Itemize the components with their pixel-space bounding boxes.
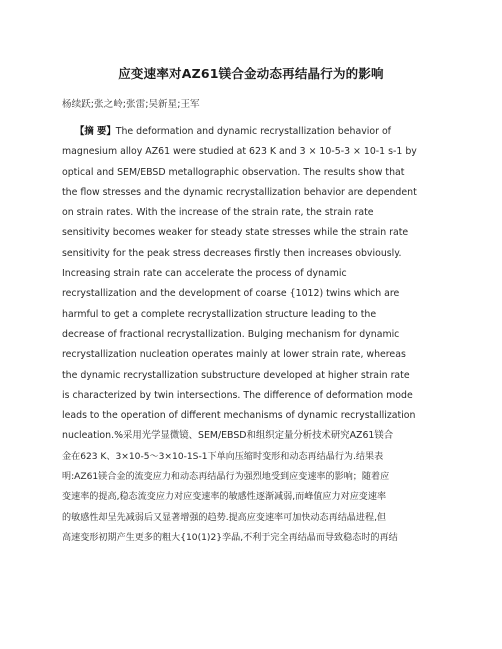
abstract-line — [62, 122, 447, 142]
abstract-line: sensitivity becomes weaker for steady state stresses while the strain rate — [62, 227, 409, 239]
abstract-line: recrystallization and the development of coarse {1012) twins which are — [62, 288, 400, 300]
abstract-line: Increasing strain rate can accelerate the process of dynamic — [62, 268, 347, 280]
author-list: 杨续跃;张之岭;张雷;吴新星;王军 — [62, 99, 200, 110]
abstract-line: 的敏感性却呈先减弱后又显著增强的趋势.提高应变速率可加快动态再结晶进程,但 — [62, 512, 387, 523]
abstract-line: 变速率的提高,稳态流变应力对应变速率的敏感性逐渐减弱,而峰值应力对应变速率 — [62, 492, 387, 503]
abstract-line-text: The deformation and dynamic recrystallization behavior of — [115, 126, 391, 137]
abstract-line: leads to the operation of different mechanisms of dynamic recrystallization — [62, 410, 416, 422]
abstract-line: 金在623 K、3×10-5～3×10-1S-1下单向压缩时变形和动态再结晶行为.结果表 — [62, 451, 384, 462]
paper-title: 应变速率对AZ61镁合金动态再结晶行为的影响 — [118, 66, 384, 81]
abstract — [62, 122, 447, 548]
abstract-line: nucleation.%采用光学显微镜、SEM/EBSD和组织定量分析技术研究AZ61镁合 — [62, 430, 394, 442]
abstract-line: optical and SEM/EBSD metallographic observation. The results show that — [62, 166, 405, 178]
abstract-line: recrystallization nucleation operates mainly at lower strain rate, whereas — [62, 349, 406, 361]
abstract-line: decrease of fractional recrystallization. Bulging mechanism for dynamic — [62, 328, 400, 340]
abstract-line: is characterized by twin intersections. The difference of deformation mode — [62, 389, 413, 401]
abstract-line: 高速变形初期产生更多的粗大{10(1)2}孪晶,不利于完全再结晶而导致稳态时的再结 — [62, 532, 398, 543]
abstract-line: harmful to get a complete recrystallization structure leading to the — [62, 308, 377, 320]
abstract-tag: 【摘 要】 — [75, 126, 116, 137]
abstract-line: the flow stresses and the dynamic recrystallization behavior are dependent — [62, 186, 417, 198]
abstract-line: sensitivity for the peak stress decreases firstly then increases obviously. — [62, 247, 402, 259]
abstract-line: on strain rates. With the increase of the strain rate, the strain rate — [62, 207, 374, 219]
abstract-line: magnesium alloy AZ61 were studied at 623 K and 3 × 10-5-3 × 10-1 s-1 by — [62, 146, 417, 158]
abstract-line: 明:AZ61镁合金的流变应力和动态再结晶行为强烈地受到应变速率的影响；随着应 — [62, 472, 390, 483]
abstract-line: the dynamic recrystallization substructure developed at higher strain rate — [62, 369, 410, 381]
